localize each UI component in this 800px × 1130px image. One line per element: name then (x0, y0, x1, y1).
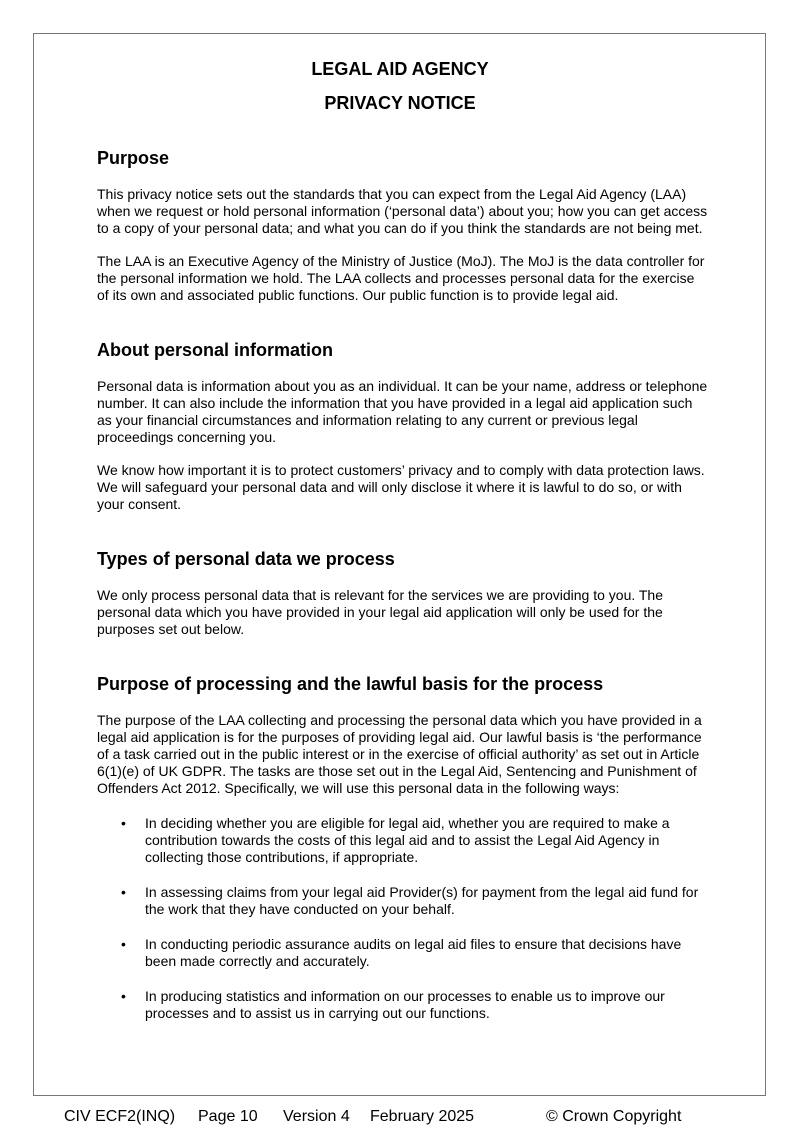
paragraph: This privacy notice sets out the standards that you can expect from the Legal Aid Agency (LAA) when we request or hold personal information (‘personal data’) about you; how you can get access to a copy of your personal data; and what you can do if you think the standards are not being met. (97, 186, 708, 236)
list-item-text: In conducting periodic assurance audits on legal aid files to ensure that decisions have been made correctly and accurately. (145, 936, 682, 969)
list-item-text: In producing statistics and information on our processes to enable us to improve our processes and to assist us in carrying out our functions. (145, 988, 665, 1021)
form-code: CIV ECF2(INQ) (64, 1108, 176, 1125)
section-purpose (97, 146, 709, 304)
list-item (97, 815, 709, 866)
paragraph: The LAA is an Executive Agency of the Ministry of Justice (MoJ). The MoJ is the data controller for the personal information we hold. The LAA collects and processes personal data for the exercise of its own and associated public functions. Our public function is to provide legal aid. (97, 253, 705, 303)
section-about (97, 338, 709, 513)
list-item-text: In assessing claims from your legal aid Provider(s) for payment from the legal aid fund for the work that they have conducted on your behalf. (145, 884, 699, 917)
bullet-icon: • (121, 884, 126, 900)
notice-title: PRIVACY NOTICE (324, 93, 476, 113)
bullet-icon: • (121, 988, 126, 1004)
section-types (97, 547, 709, 638)
date-label: February 2025 (370, 1108, 475, 1125)
paragraph: Personal data is information about you as an individual. It can be your name, address or telephone number. It can also include the information that you have provided in a legal aid application such as your financial circumstances and information relating to any current or previous legal proceedings concerning you. (97, 378, 708, 445)
list-item (97, 936, 709, 970)
list-item (97, 988, 709, 1022)
paragraph: We know how important it is to protect customers’ privacy and to comply with data protection laws. We will safeguard your personal data and will only disclose it where it is lawful to do so, or with your consent. (97, 462, 705, 512)
version-label: Version 4 (283, 1108, 350, 1125)
section-processing (97, 672, 709, 1022)
list-item (97, 884, 709, 918)
paragraph: The purpose of the LAA collecting and processing the personal data which you have provided in a legal aid application is for the purposes of providing legal aid. Our lawful basis is ‘the performance of a task carried out in the public interest or in the exercise of official authority’ as set out in Article 6(1)(e) of UK GDPR. The tasks are those set out in the Legal Aid, Sentencing and Punishment of Offenders Act 2012. Specifically, we will use this personal data in the following ways: (97, 712, 702, 796)
section-heading: Types of personal data we process (97, 549, 395, 569)
copyright-label: © Crown Copyright (546, 1108, 682, 1125)
section-heading: About personal information (97, 340, 333, 360)
agency-title: LEGAL AID AGENCY (311, 59, 489, 79)
list-item-text: In deciding whether you are eligible for legal aid, whether you are required to make a contribution towards the costs of this legal aid and to assist the Legal Aid Agency in collecting those contributions, if appropriate. (145, 815, 670, 865)
processing-list (97, 815, 709, 1022)
page-number: Page 10 (198, 1108, 258, 1125)
section-heading: Purpose of processing and the lawful basis for the process (97, 674, 604, 694)
notice-body (97, 146, 709, 1022)
section-heading: Purpose (97, 148, 170, 168)
bullet-icon: • (121, 815, 126, 831)
bullet-icon: • (121, 936, 126, 952)
paragraph: We only process personal data that is relevant for the services we are providing to you. The personal data which you have provided in your legal aid application will only be used for the purposes set out below. (97, 587, 664, 637)
